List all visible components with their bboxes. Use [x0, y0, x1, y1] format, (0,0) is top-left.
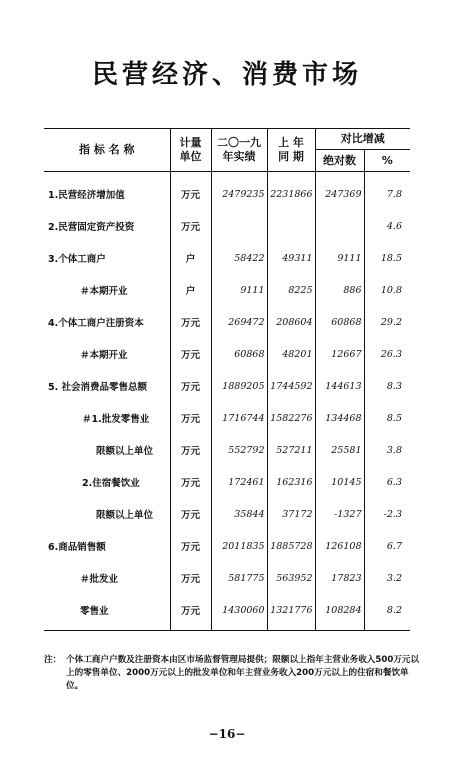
row-current-value: 58422 — [211, 242, 267, 274]
row-indicator-name: 限额以上单位 — [96, 446, 154, 457]
table-row — [44, 172, 410, 211]
row-last-year-value: 1744592 — [267, 370, 315, 402]
row-absolute-change: 134468 — [315, 402, 364, 434]
row-last-year-value: 8225 — [267, 274, 315, 306]
row-indicator-name: 3.个体工商户 — [48, 254, 106, 265]
row-current-value: 9111 — [211, 274, 267, 306]
row-percent-change: 7.8 — [364, 172, 410, 211]
table-row — [44, 242, 410, 274]
row-last-year-value: 563952 — [267, 562, 315, 594]
row-percent-change: -2.3 — [364, 498, 410, 530]
table-row — [44, 562, 410, 594]
table-row — [44, 498, 410, 530]
row-unit: 万元 — [170, 172, 211, 211]
row-unit: 万元 — [170, 338, 211, 370]
row-last-year-value — [267, 210, 315, 242]
table-row — [44, 530, 410, 562]
table-row — [44, 466, 410, 498]
row-unit: 户 — [170, 274, 211, 306]
row-unit: 户 — [170, 242, 211, 274]
page-title: 民营经济、消费市场 — [91, 60, 362, 90]
header-indicator: 指 标 名 称 — [44, 129, 170, 172]
row-indicator-name: 6.商品销售额 — [48, 542, 106, 553]
row-last-year-value: 1321776 — [267, 594, 315, 631]
row-absolute-change: 12667 — [315, 338, 364, 370]
header-unit: 计量 单位 — [170, 129, 211, 172]
row-unit: 万元 — [170, 402, 211, 434]
footnote-text: 个体工商户户数及注册资本由区市场监督管理局提供；限额以上指年主营业务收入500万元以上的零售单位、2000万元以上的批发单位和年主营业务收入200万元以上的住宿和餐饮单位。 — [66, 655, 420, 691]
row-absolute-change: -1327 — [315, 498, 364, 530]
row-indicator-name: 零售业 — [80, 606, 109, 617]
row-indicator-name: ＃本期开业 — [80, 350, 128, 361]
row-percent-change: 18.5 — [364, 242, 410, 274]
row-absolute-change: 9111 — [315, 242, 364, 274]
row-unit: 万元 — [170, 210, 211, 242]
row-current-value: 2479235 — [211, 172, 267, 211]
row-indicator-name: ＃批发业 — [80, 574, 119, 585]
row-absolute-change: 247369 — [315, 172, 364, 211]
row-percent-change: 8.5 — [364, 402, 410, 434]
row-unit: 万元 — [170, 370, 211, 402]
row-current-value: 35844 — [211, 498, 267, 530]
row-unit: 万元 — [170, 306, 211, 338]
row-percent-change: 10.8 — [364, 274, 410, 306]
row-absolute-change: 25581 — [315, 434, 364, 466]
row-absolute-change — [315, 210, 364, 242]
table-row — [44, 338, 410, 370]
row-absolute-change: 886 — [315, 274, 364, 306]
row-last-year-value: 208604 — [267, 306, 315, 338]
row-last-year-value: 48201 — [267, 338, 315, 370]
row-percent-change: 3.8 — [364, 434, 410, 466]
row-indicator-name: ＃本期开业 — [80, 286, 128, 297]
row-last-year-value: 37172 — [267, 498, 315, 530]
row-indicator-name: 限额以上单位 — [96, 510, 154, 521]
footnote-label: 注： — [44, 655, 62, 665]
row-absolute-change: 126108 — [315, 530, 364, 562]
row-unit: 万元 — [170, 466, 211, 498]
header-percent: % — [364, 150, 410, 172]
table-row — [44, 306, 410, 338]
table-row — [44, 594, 410, 631]
row-absolute-change: 17823 — [315, 562, 364, 594]
page-number: −16− — [208, 727, 246, 741]
row-last-year-value: 1582276 — [267, 402, 315, 434]
row-unit: 万元 — [170, 434, 211, 466]
row-percent-change: 8.2 — [364, 594, 410, 631]
row-unit: 万元 — [170, 530, 211, 562]
row-unit: 万元 — [170, 594, 211, 631]
row-last-year-value: 1885728 — [267, 530, 315, 562]
row-current-value: 1430060 — [211, 594, 267, 631]
table-body — [44, 172, 410, 631]
footnote — [44, 654, 420, 693]
row-indicator-name: 1.民营经济增加值 — [48, 190, 125, 201]
row-current-value: 552792 — [211, 434, 267, 466]
row-current-value: 1716744 — [211, 402, 267, 434]
row-absolute-change: 144613 — [315, 370, 364, 402]
row-current-value — [211, 210, 267, 242]
row-percent-change: 4.6 — [364, 210, 410, 242]
row-unit: 万元 — [170, 562, 211, 594]
row-absolute-change: 10145 — [315, 466, 364, 498]
row-absolute-change: 60868 — [315, 306, 364, 338]
row-current-value: 269472 — [211, 306, 267, 338]
header-absolute: 绝对数 — [315, 150, 364, 172]
row-percent-change: 6.3 — [364, 466, 410, 498]
row-current-value: 1889205 — [211, 370, 267, 402]
row-last-year-value: 527211 — [267, 434, 315, 466]
row-current-value: 2011835 — [211, 530, 267, 562]
row-current-value: 172461 — [211, 466, 267, 498]
table-row — [44, 210, 410, 242]
row-indicator-name: 2.民营固定资产投资 — [48, 222, 135, 233]
row-percent-change: 3.2 — [364, 562, 410, 594]
table-row — [44, 434, 410, 466]
row-percent-change: 6.7 — [364, 530, 410, 562]
row-percent-change: 26.3 — [364, 338, 410, 370]
row-indicator-name: ＃1.批发零售业 — [82, 414, 150, 425]
row-indicator-name: 4.个体工商户注册资本 — [48, 318, 144, 329]
row-indicator-name: 5. 社会消费品零售总额 — [48, 382, 148, 393]
table-row — [44, 274, 410, 306]
table-row — [44, 370, 410, 402]
header-last-year: 上 年 同 期 — [267, 129, 315, 172]
row-last-year-value: 2231866 — [267, 172, 315, 211]
row-indicator-name: 2.住宿餐饮业 — [82, 478, 140, 489]
header-current-year: 二〇一九 年实绩 — [211, 129, 267, 172]
row-last-year-value: 162316 — [267, 466, 315, 498]
row-absolute-change: 108284 — [315, 594, 364, 631]
table-row — [44, 402, 410, 434]
row-unit: 万元 — [170, 498, 211, 530]
row-current-value: 60868 — [211, 338, 267, 370]
row-percent-change: 29.2 — [364, 306, 410, 338]
row-last-year-value: 49311 — [267, 242, 315, 274]
row-percent-change: 8.3 — [364, 370, 410, 402]
row-current-value: 581775 — [211, 562, 267, 594]
data-table — [44, 128, 410, 631]
header-compare: 对比增减 — [315, 129, 410, 150]
